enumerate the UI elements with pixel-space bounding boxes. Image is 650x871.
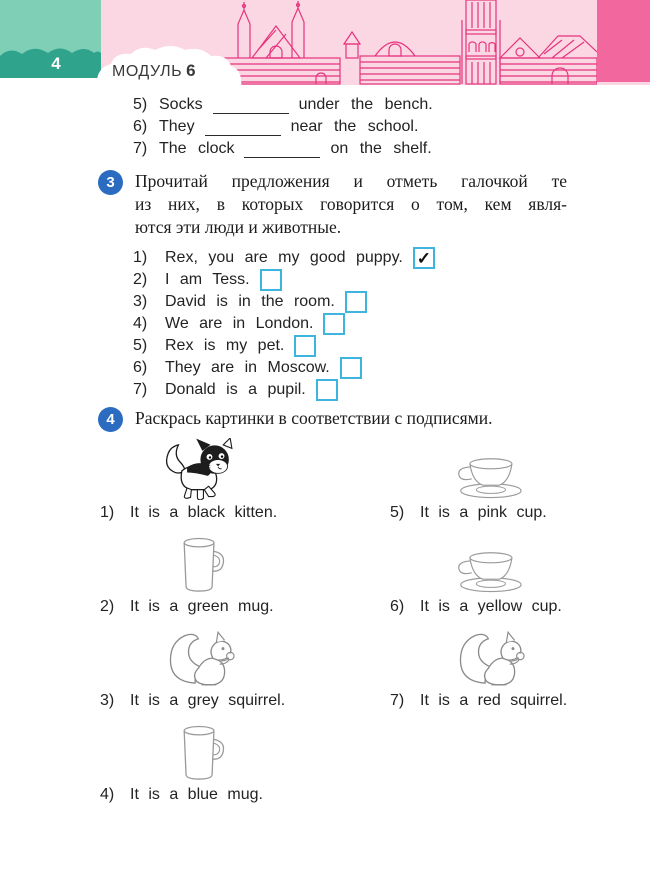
picture-cell bbox=[100, 436, 360, 530]
list-item bbox=[133, 247, 650, 269]
picture-caption bbox=[390, 688, 650, 710]
item-text: Rex is my pet. bbox=[165, 337, 285, 354]
list-item bbox=[133, 335, 650, 357]
caption-text: It is a grey squirrel. bbox=[130, 692, 286, 709]
picture-cell bbox=[390, 624, 650, 718]
picture-cell bbox=[100, 718, 360, 812]
item-number: 6) bbox=[133, 118, 148, 135]
item-text-before: The clock bbox=[159, 140, 235, 157]
city-skyline-illustration bbox=[200, 0, 597, 85]
checkbox[interactable] bbox=[340, 357, 362, 379]
squirrel-illustration bbox=[449, 624, 531, 688]
picture bbox=[390, 530, 590, 594]
picture-row bbox=[0, 530, 650, 624]
item-number: 6) bbox=[133, 359, 148, 376]
item-text: I am Tess. bbox=[165, 271, 250, 288]
item-number: 7) bbox=[133, 140, 148, 157]
checkbox[interactable] bbox=[260, 269, 282, 291]
item-text: Rex, you are my good puppy. bbox=[165, 249, 403, 266]
item-number: 3) bbox=[133, 293, 148, 310]
item-text-before: Socks bbox=[159, 96, 203, 113]
fill-in-item bbox=[133, 114, 650, 136]
item-text: Donald is a pupil. bbox=[165, 381, 306, 398]
item-text-after: on the shelf. bbox=[330, 140, 432, 157]
instruction-line: ются эти люди и животные. bbox=[135, 217, 342, 237]
checkbox[interactable] bbox=[294, 335, 316, 357]
header-pink-accent-block bbox=[597, 0, 650, 82]
caption-text: It is a black kitten. bbox=[130, 504, 278, 521]
picture-caption bbox=[100, 688, 360, 710]
exercise-4-instruction: Раскрась картинки в соответствии с подписями. bbox=[135, 408, 493, 428]
checkbox[interactable] bbox=[316, 379, 338, 401]
picture-row bbox=[0, 718, 650, 812]
module-title bbox=[112, 61, 196, 81]
item-text: David is in the room. bbox=[165, 293, 335, 310]
item-number: 5) bbox=[133, 337, 148, 354]
sentence-check-list bbox=[133, 247, 650, 401]
caption-text: It is a blue mug. bbox=[130, 786, 263, 803]
cup-illustration bbox=[448, 548, 532, 594]
item-number: 4) bbox=[133, 315, 148, 332]
exercise-3-instruction bbox=[135, 170, 567, 239]
exercise-number-badge: 4 bbox=[98, 407, 123, 432]
picture-caption bbox=[390, 594, 650, 616]
picture bbox=[100, 718, 300, 782]
caption-text: It is a pink cup. bbox=[420, 504, 547, 521]
item-number: 2) bbox=[133, 271, 148, 288]
item-text: They are in Moscow. bbox=[165, 359, 330, 376]
exercise-4-header bbox=[98, 407, 650, 432]
fill-in-item bbox=[133, 92, 650, 114]
item-text-after: under the bench. bbox=[298, 96, 433, 113]
caption-number: 3) bbox=[100, 692, 115, 709]
mug-illustration bbox=[173, 724, 227, 782]
fill-in-item bbox=[133, 136, 650, 158]
caption-number: 6) bbox=[390, 598, 405, 615]
picture-cell bbox=[390, 530, 650, 624]
caption-text: It is a red squirrel. bbox=[420, 692, 568, 709]
caption-text: It is a green mug. bbox=[130, 598, 274, 615]
list-item bbox=[133, 269, 650, 291]
answer-blank[interactable] bbox=[205, 120, 281, 136]
exercise-number-badge: 3 bbox=[98, 170, 123, 195]
cup-illustration bbox=[448, 454, 532, 500]
item-number: 5) bbox=[133, 96, 148, 113]
item-number: 1) bbox=[133, 249, 148, 266]
item-text-before: They bbox=[159, 118, 195, 135]
list-item bbox=[133, 291, 650, 313]
picture bbox=[100, 530, 300, 594]
caption-number: 5) bbox=[390, 504, 405, 521]
module-label: МОДУЛЬ bbox=[112, 63, 183, 80]
picture-cell bbox=[390, 436, 650, 530]
picture-caption bbox=[390, 500, 650, 522]
list-item bbox=[133, 357, 650, 379]
picture bbox=[100, 436, 300, 500]
picture-cell bbox=[100, 624, 360, 718]
caption-number: 1) bbox=[100, 504, 115, 521]
picture-caption bbox=[100, 500, 360, 522]
caption-number: 7) bbox=[390, 692, 405, 709]
picture-row bbox=[0, 436, 650, 530]
mug-illustration bbox=[173, 536, 227, 594]
checkbox[interactable] bbox=[345, 291, 367, 313]
instruction-line: Прочитай предложения и отметь галочкой те bbox=[135, 171, 567, 191]
picture-cell bbox=[100, 530, 360, 624]
picture bbox=[390, 624, 590, 688]
item-text: We are in London. bbox=[165, 315, 314, 332]
page-header bbox=[0, 0, 650, 88]
squirrel-illustration bbox=[159, 624, 241, 688]
checkbox[interactable] bbox=[323, 313, 345, 335]
answer-blank[interactable] bbox=[244, 142, 320, 158]
fill-in-items bbox=[0, 92, 650, 158]
instruction-line: из них, в которых говорится о том, кем явля- bbox=[135, 194, 567, 214]
caption-number: 2) bbox=[100, 598, 115, 615]
kitten-illustration bbox=[160, 438, 240, 500]
item-number: 7) bbox=[133, 381, 148, 398]
picture-caption bbox=[100, 594, 360, 616]
caption-text: It is a yellow cup. bbox=[420, 598, 562, 615]
answer-blank[interactable] bbox=[213, 98, 289, 114]
checkbox[interactable]: ✓ bbox=[413, 247, 435, 269]
caption-number: 4) bbox=[100, 786, 115, 803]
module-number: 6 bbox=[186, 61, 197, 80]
exercise-3-header bbox=[98, 170, 650, 239]
item-text-after: near the school. bbox=[290, 118, 419, 135]
picture bbox=[390, 436, 590, 500]
picture bbox=[100, 624, 300, 688]
page-number: 4 bbox=[51, 54, 61, 73]
picture-caption bbox=[100, 782, 360, 804]
picture-row bbox=[0, 624, 650, 718]
list-item bbox=[133, 379, 650, 401]
coloring-pictures-grid bbox=[0, 436, 650, 812]
list-item bbox=[133, 313, 650, 335]
